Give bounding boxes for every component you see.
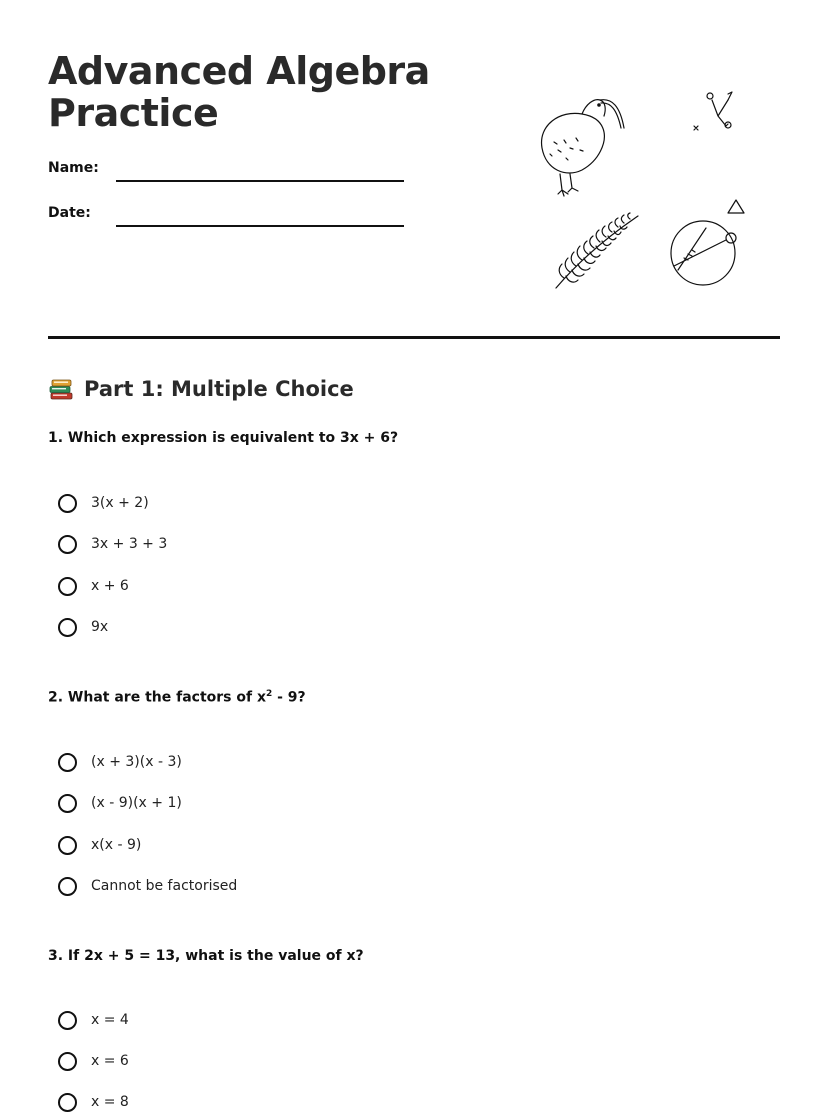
radio-button[interactable] <box>58 836 77 855</box>
molecule-icon <box>694 92 732 130</box>
radio-button[interactable] <box>58 1052 77 1071</box>
radio-button[interactable] <box>58 877 77 896</box>
kiwi-bird-icon <box>542 100 624 196</box>
option-q3-c[interactable] <box>58 1090 129 1114</box>
option-label: x = 8 <box>91 1094 129 1110</box>
option-label: (x + 3)(x - 3) <box>91 754 182 770</box>
fern-frond-icon <box>556 213 638 288</box>
option-label: x + 6 <box>91 578 129 594</box>
question-2-text-end: - 9? <box>272 689 306 706</box>
radio-button[interactable] <box>58 753 77 772</box>
header-divider <box>48 336 780 339</box>
option-q2-c[interactable] <box>58 833 141 857</box>
question-2-exponent: 2 <box>265 689 273 699</box>
option-label: 3(x + 2) <box>91 495 149 511</box>
section-title: Part 1: Multiple Choice <box>84 377 354 401</box>
radio-button[interactable] <box>58 1093 77 1112</box>
title-line-2: Practice <box>48 91 219 135</box>
option-q3-b[interactable] <box>58 1049 129 1073</box>
option-label: x(x - 9) <box>91 837 142 853</box>
name-label: Name: <box>48 160 99 176</box>
option-q2-d[interactable] <box>58 874 237 898</box>
option-label: (x - 9)(x + 1) <box>91 795 182 811</box>
radio-button[interactable] <box>58 577 77 596</box>
option-q1-d[interactable] <box>58 615 108 639</box>
title-line-1: Advanced Algebra <box>48 49 430 93</box>
option-q3-a[interactable] <box>58 1008 129 1032</box>
name-field[interactable] <box>116 180 404 182</box>
question-3: 3. If 2x + 5 = 13, what is the value of x? <box>48 948 364 964</box>
radio-button[interactable] <box>58 1011 77 1030</box>
radio-button[interactable] <box>58 794 77 813</box>
circle-geometry-icon <box>671 221 736 285</box>
option-label: 9x <box>91 619 109 635</box>
triangle-icon <box>728 200 744 213</box>
question-2-text: 2. What are the factors of x <box>48 689 266 706</box>
option-q1-c[interactable] <box>58 574 129 598</box>
option-label: x = 6 <box>91 1053 129 1069</box>
date-field[interactable] <box>116 225 404 227</box>
books-icon <box>48 376 74 402</box>
option-q1-a[interactable] <box>58 491 149 515</box>
question-2 <box>48 689 306 706</box>
option-label: 3x + 3 + 3 <box>91 536 168 552</box>
illustrations <box>520 70 780 300</box>
section-header <box>48 374 354 404</box>
question-1: 1. Which expression is equivalent to 3x + 6? <box>48 430 399 446</box>
radio-button[interactable] <box>58 535 77 554</box>
option-q2-a[interactable] <box>58 750 182 774</box>
option-q2-b[interactable] <box>58 791 182 815</box>
option-label: Cannot be factorised <box>91 878 238 894</box>
date-label: Date: <box>48 205 91 221</box>
radio-button[interactable] <box>58 618 77 637</box>
worksheet-title <box>48 50 468 134</box>
radio-button[interactable] <box>58 494 77 513</box>
option-label: x = 4 <box>91 1012 129 1028</box>
option-q1-b[interactable] <box>58 532 167 556</box>
